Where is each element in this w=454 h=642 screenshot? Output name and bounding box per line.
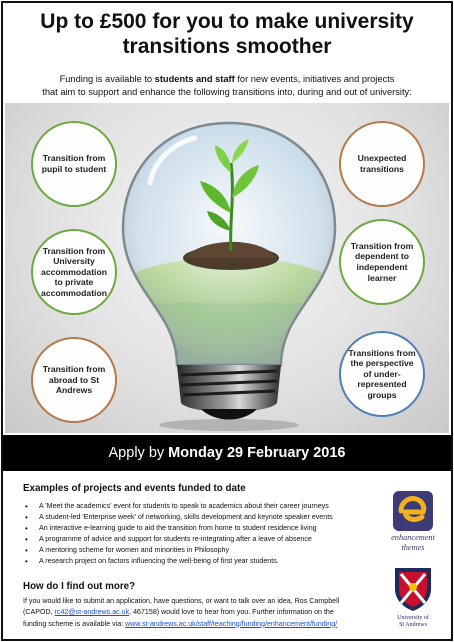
university-logo xyxy=(391,565,435,635)
contact-text-c: funding scheme is available via: xyxy=(23,619,126,628)
bubble-abroad xyxy=(31,337,117,423)
list-item: • A programme of advice and support for students re-integrating after a leave of absence xyxy=(23,534,373,545)
bubble-label: Transition from abroad to St Andrews xyxy=(42,364,106,396)
enhancement-themes-logo xyxy=(381,489,445,561)
examples-heading: Examples of projects and events funded to date xyxy=(23,483,246,494)
intro-text xyxy=(13,73,441,99)
examples-list xyxy=(23,501,373,568)
contact-text-b: , 467158) would love to hear from you. Further information on the xyxy=(129,608,334,617)
contact-text xyxy=(23,596,378,630)
contact-heading: How do I find out more? xyxy=(23,581,136,592)
details-section xyxy=(3,471,451,639)
bubble-label: Transition from University accommodation to private accommodation xyxy=(41,245,107,298)
list-item: • An interactive e-learning guide to aid the transition from home to student residence living xyxy=(23,523,373,534)
bubble-pupil-to-student xyxy=(31,121,117,207)
list-item: • A student-led 'Enterprise week' of networking, skills development and keynote speaker events xyxy=(23,512,373,523)
list-item: • A research project on factors influencing the well-being of first year students. xyxy=(23,556,373,567)
poster xyxy=(1,1,453,641)
enhancement-line-1: enhancement xyxy=(391,533,435,542)
title-line-2: transitions smoother xyxy=(122,35,332,58)
intro-bold: students and staff xyxy=(154,74,235,84)
apply-banner xyxy=(3,435,451,471)
university-line-1: University of xyxy=(397,615,429,621)
list-item: • A mentoring scheme for women and minorities in Philosophy xyxy=(23,545,373,556)
bubble-label: Transition from dependent to independent learner xyxy=(350,240,414,283)
intro-text-b: for new events, initiatives and projects xyxy=(234,74,395,84)
bubble-unexpected xyxy=(339,121,425,207)
title-line-1: Up to £500 for you to make university xyxy=(40,10,414,33)
university-crest-icon xyxy=(391,565,435,613)
bubble-accommodation xyxy=(31,229,117,315)
university-line-2: St Andrews xyxy=(399,622,427,628)
email-link[interactable]: rc42@st-andrews.ac.uk xyxy=(54,608,130,617)
contact-line-3 xyxy=(23,619,378,630)
lightbulb-visual xyxy=(5,103,449,433)
bubble-label: Transitions from the perspective of under-represented groups xyxy=(348,347,416,400)
page-title xyxy=(9,9,445,59)
list-item: • A 'Meet the academics' event for students to speak to academics about their career journeys xyxy=(23,501,373,512)
bubble-label: Unexpected transitions xyxy=(357,153,407,174)
enhancement-line-2: themes xyxy=(401,543,425,552)
apply-prefix: Apply by xyxy=(108,445,169,461)
enhancement-logo-icon xyxy=(381,489,445,533)
bubble-label: Transition from pupil to student xyxy=(41,153,107,174)
contact-line-1: If you would like to submit an application, have questions, or want to talk over an idea, Ros Campbell xyxy=(23,597,340,605)
bubble-dependent xyxy=(339,219,425,305)
enhancement-logo-text xyxy=(381,533,445,553)
bubble-underrepresented xyxy=(339,331,425,417)
intro-line-2: that aim to support and enhance the following transitions into, during and out of university: xyxy=(42,87,412,97)
university-logo-text xyxy=(391,615,435,629)
intro-text-a: Funding is available to xyxy=(59,74,155,84)
funding-url-link[interactable]: www.st-andrews.ac.uk/staff/teaching/funding/enhancement/funding/ xyxy=(125,619,338,628)
apply-date: Monday 29 February 2016 xyxy=(168,445,346,461)
contact-line-2 xyxy=(23,607,378,618)
intro-line-1 xyxy=(13,73,441,86)
contact-text-a: (CAPOD, xyxy=(23,608,55,617)
